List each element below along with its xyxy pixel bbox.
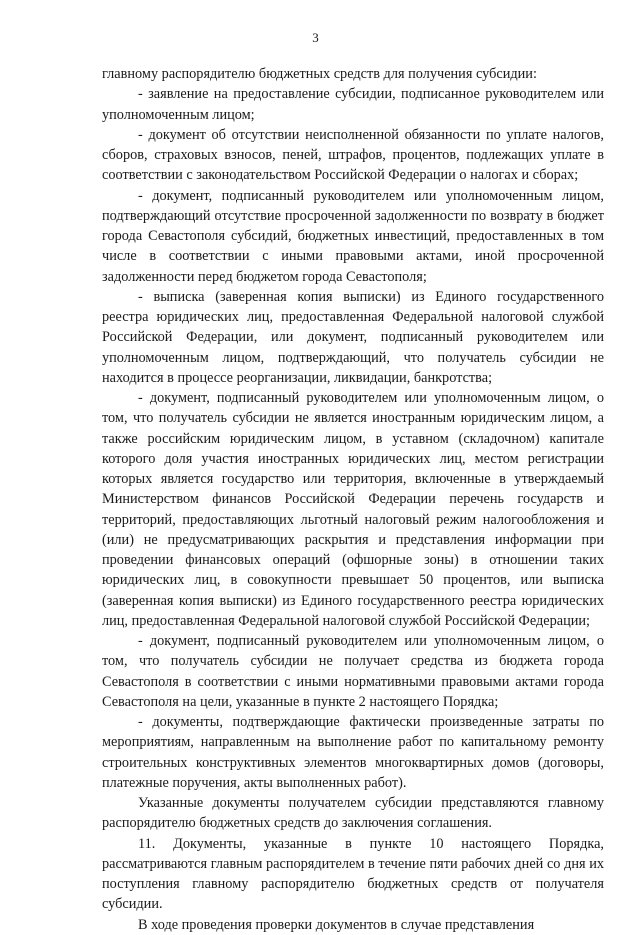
paragraph: - документ, подписанный руководителем или уполномоченным лицом, подтверждающий отсутствие просроченной задолженности по возврату в бюджет города Севастополя субсидий, бюджетных инвестиций, предоставленных в том числе в соответствии с иными правовыми актами, иной просроченной задолженности перед бюджетом города Севастополя; (102, 187, 604, 285)
document-body (102, 64, 604, 935)
paragraph: - документ об отсутствии неисполненной обязанности по уплате налогов, сборов, страховых взносов, пеней, штрафов, процентов, подлежащих уплате в соответствии с законодательством Российской Федерации о налогах и сборах; (102, 126, 604, 184)
page-number: 3 (312, 30, 319, 45)
paragraph: - заявление на предоставление субсидии, подписанное руководителем или уполномоченным лицом; (102, 86, 604, 123)
paragraph: В ходе проведения проверки документов в случае представления (138, 916, 535, 933)
paragraph: 11. Документы, указанные в пункте 10 настоящего Порядка, рассматриваются главным распорядителем в течение пяти рабочих дней со дня их поступления главному распорядителю бюджетных средств от получателя субсидии. (102, 835, 604, 913)
paragraph: - выписка (заверенная копия выписки) из Единого государственного реестра юридических лиц, предоставленная Федеральной налоговой службой Российской Федерации, или документ, подписанный руководителем или уполномоченным лицом, подтверждающий, что получатель субсидии не находится в процессе реорганизации, ликвидации, банкротства; (102, 288, 604, 386)
paragraph: Указанные документы получателем субсидии представляются главному распорядителю бюджетных средств до заключения соглашения. (102, 795, 604, 832)
paragraph: главному распорядителю бюджетных средств для получения субсидии: (102, 66, 537, 82)
paragraph: - документ, подписанный руководителем или уполномоченным лицом, о том, что получатель субсидии не получает средства из бюджета города Севастополя в соответствии с иными нормативными правовыми актами города Севастополя на цели, указанные в пункте 2 настоящего Порядка; (102, 633, 604, 710)
paragraph: - документы, подтверждающие фактически произведенные затраты по мероприятиям, направленным на выполнение работ по капитальному ремонту строительных конструктивных элементов многоквартирных домов (договоры, платежные поручения, акты выполненных работ). (102, 714, 604, 791)
paragraph: - документ, подписанный руководителем или уполномоченным лицом, о том, что получатель субсидии не является иностранным юридическим лицом, а также российским юридическим лицом, в уставном (складочном) капитале которого доля участия иностранных юридических лиц, местом регистрации которых является государство или территория, включенные в утверждаемый Министерством финансов Российской Федерации перечень государств и территорий, предоставляющих льготный налоговый режим налогообложения и (или) не предусматривающих раскрытия и представления информации при проведении финансовых операций (офшорные зоны) в отношении таких юридических лиц, в совокупности превышает 50 процентов, или выписка (заверенная копия выписки) из Единого государственного реестра юридических лиц, предоставленная Федеральной налоговой службой Российской Федерации; (102, 390, 604, 629)
